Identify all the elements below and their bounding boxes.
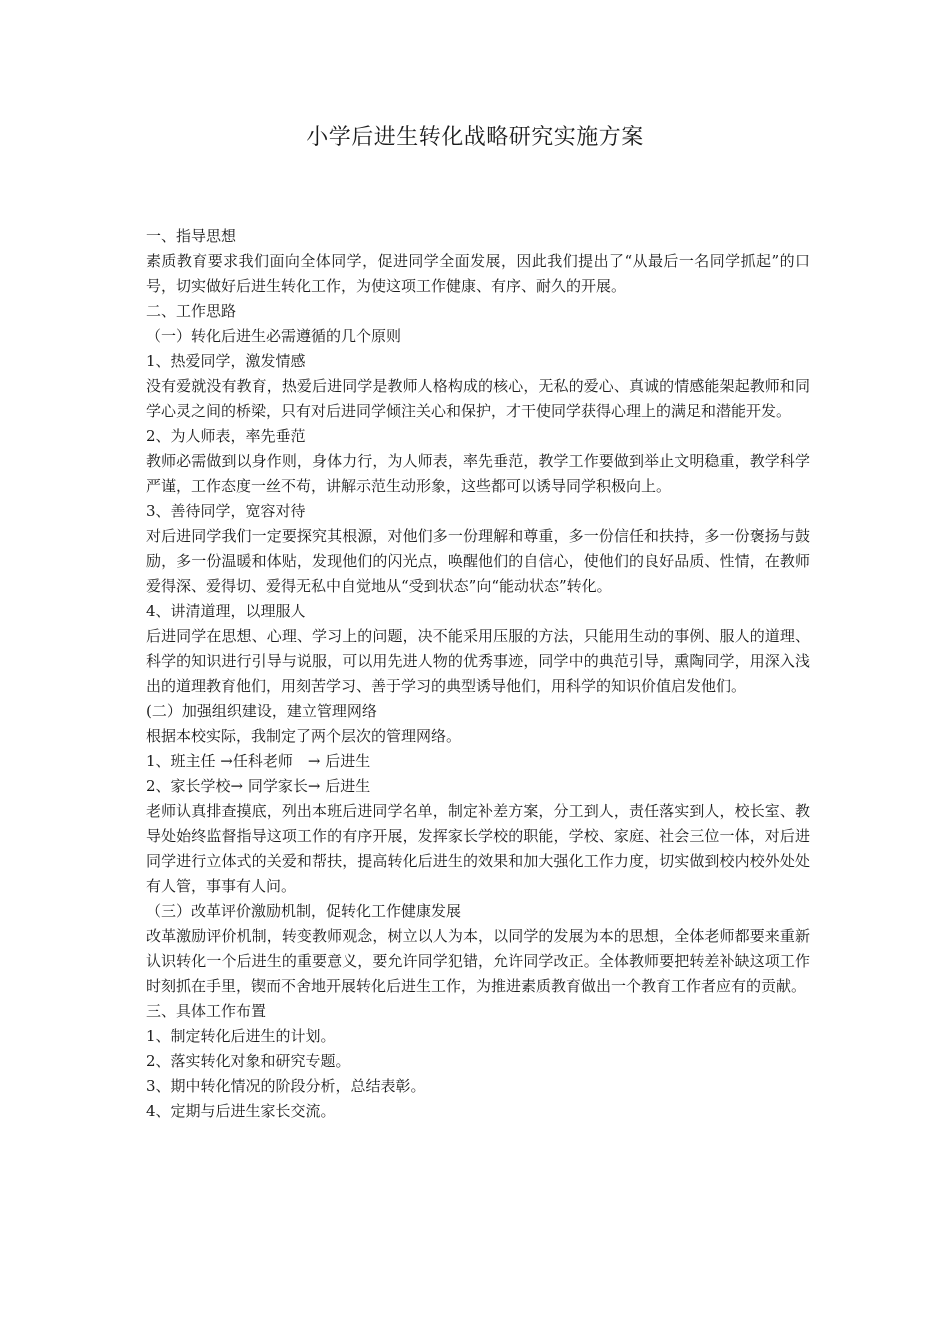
paragraph: 素质教育要求我们面向全体同学，促进同学全面发展，因此我们提出了“从最后一名同学抓起”的口号，切实做好后进生转化工作，为使这项工作健康、有序、耐久的开展。	[146, 252, 810, 295]
subheading-organization: (二）加强组织建设，建立管理网络	[146, 702, 377, 720]
paragraph: 教师必需做到以身作则，身体力行，为人师表，率先垂范，教学工作要做到举止文明稳重，教学科学严谨，工作态度一丝不苟，讲解示范生动形象，这些都可以诱导同学积极向上。	[146, 452, 810, 495]
paragraph: 对后进同学我们一定要探究其根源，对他们多一份理解和尊重，多一份信任和扶持，多一份褒扬与鼓励，多一份温暖和体贴，发现他们的闪光点，唤醒他们的自信心，使他们的良好品质、性情，在教师爱得深、爱得切、爱得无私中自觉地从“受到状态”向“能动状态”转化。	[146, 527, 810, 595]
paragraph: 没有爱就没有教育，热爱后进同学是教师人格构成的核心，无私的爱心、真诚的情感能架起教师和同学心灵之间的桥梁，只有对后进同学倾注关心和保护，才干使同学获得心理上的满足和潜能开发。	[146, 377, 810, 420]
network-line: 1、班主任 →任科老师 → 后进生	[146, 752, 371, 770]
heading-guiding-thought: 一、指导思想	[146, 227, 237, 245]
document-title: 小学后进生转化战略研究实施方案	[306, 125, 644, 150]
network-line: 2、家长学校→ 同学家长→ 后进生	[146, 777, 371, 795]
list-item: 4、定期与后进生家长交流。	[146, 1102, 336, 1120]
list-item-heading: 3、善待同学，宽容对待	[146, 502, 306, 520]
subheading-evaluation: （三）改革评价激励机制，促转化工作健康发展	[146, 902, 462, 920]
paragraph: 改革激励评价机制，转变教师观念，树立以人为本，以同学的发展为本的思想，全体老师都要来重新认识转化一个后进生的重要意义，要允许同学犯错，允许同学改正。全体教师要把转差补缺这项工作时刻抓在手里，锲而不舍地开展转化后进生工作，为推进素质教育做出一个教育工作者应有的贡献。	[146, 927, 810, 995]
list-item-heading: 4、讲清道理，以理服人	[146, 602, 306, 620]
heading-work-arrangement: 三、具体工作布置	[146, 1002, 267, 1020]
list-item: 3、期中转化情况的阶段分析，总结表彰。	[146, 1077, 426, 1095]
list-item: 2、落实转化对象和研究专题。	[146, 1052, 351, 1070]
paragraph: 老师认真排查摸底，列出本班后进同学名单，制定补差方案，分工到人，责任落实到人，校长室、教导处始终监督指导这项工作的有序开展，发挥家长学校的职能，学校、家庭、社会三位一体，对后进同学进行立体式的关爱和帮扶，提高转化后进生的效果和加大强化工作力度，切实做到校内校外处处有人管，事事有人问。	[146, 802, 810, 895]
list-item: 1、制定转化后进生的计划。	[146, 1027, 336, 1045]
paragraph: 后进同学在思想、心理、学习上的问题，决不能采用压服的方法，只能用生动的事例、服人的道理、科学的知识进行引导与说服，可以用先进人物的优秀事迹，同学中的典范引导，熏陶同学，用深入浅出的道理教育他们，用刻苦学习、善于学习的典型诱导他们，用科学的知识价值启发他们。	[146, 627, 810, 695]
list-item-heading: 1、热爱同学，激发情感	[146, 352, 306, 370]
document-body	[146, 224, 810, 1124]
list-item-heading: 2、为人师表，率先垂范	[146, 427, 306, 445]
paragraph: 根据本校实际，我制定了两个层次的管理网络。	[146, 727, 462, 745]
heading-work-approach: 二、工作思路	[146, 302, 237, 320]
subheading-principles: （一）转化后进生必需遵循的几个原则	[146, 327, 402, 345]
